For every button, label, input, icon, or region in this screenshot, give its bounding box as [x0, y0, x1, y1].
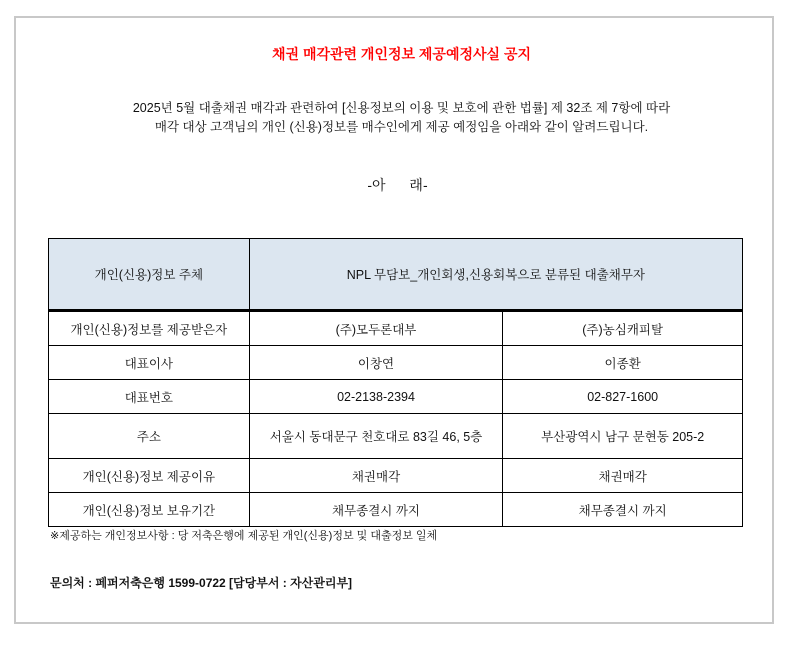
are-heading: -아 래- — [367, 177, 428, 193]
notice-title: 채권 매각관련 개인정보 제공예정사실 공지 — [272, 46, 531, 62]
cell-b: 채권매각 — [503, 459, 743, 493]
cell-b: 02-827-1600 — [503, 380, 743, 414]
row-label: 개인(신용)정보 제공이유 — [49, 459, 250, 493]
cell-a: 채권매각 — [249, 459, 503, 493]
cell-b: 채무종결시 까지 — [503, 493, 743, 527]
cell-b: 이종환 — [503, 346, 743, 380]
row-label: 개인(신용)정보 보유기간 — [49, 493, 250, 527]
row-label: 대표번호 — [49, 380, 250, 414]
table-row — [49, 459, 743, 493]
table-row — [49, 380, 743, 414]
table-row — [49, 346, 743, 380]
table-row — [49, 493, 743, 527]
row-label: 주소 — [49, 414, 250, 459]
info-table — [48, 238, 743, 527]
cell-a: 채무종결시 까지 — [249, 493, 503, 527]
intro-text — [0, 99, 803, 137]
header-label: 개인(신용)정보 주체 — [49, 239, 250, 311]
header-value: NPL 무담보_개인회생,신용회복으로 분류된 대출채무자 — [249, 239, 742, 311]
cell-a: 이창연 — [249, 346, 503, 380]
cell-a: 02-2138-2394 — [249, 380, 503, 414]
footnote: ※제공하는 개인정보사항 : 당 저축은행에 제공된 개인(신용)정보 및 대출정보 일체 — [50, 530, 438, 542]
row-label: 개인(신용)정보를 제공받은자 — [49, 311, 250, 346]
contact-info: 문의처 : 페퍼저축은행 1599-0722 [담당부서 : 자산관리부] — [50, 576, 353, 590]
cell-b: (주)농심캐피탈 — [503, 311, 743, 346]
cell-b: 부산광역시 남구 문현동 205-2 — [503, 414, 743, 459]
intro-line: 2025년 5월 대출채권 매각과 관련하여 [신용정보의 이용 및 보호에 관한 법률] 제 32조 제 7항에 따라 — [132, 101, 671, 115]
table-row — [49, 414, 743, 459]
row-label: 대표이사 — [49, 346, 250, 380]
cell-a: (주)모두론대부 — [249, 311, 503, 346]
table-header-row — [49, 239, 743, 311]
intro-line: 매각 대상 고객님의 개인 (신용)정보를 매수인에게 제공 예정임을 아래와 같이 알려드립니다. — [154, 120, 649, 134]
table-row — [49, 311, 743, 346]
cell-a: 서울시 동대문구 천호대로 83길 46, 5층 — [249, 414, 503, 459]
